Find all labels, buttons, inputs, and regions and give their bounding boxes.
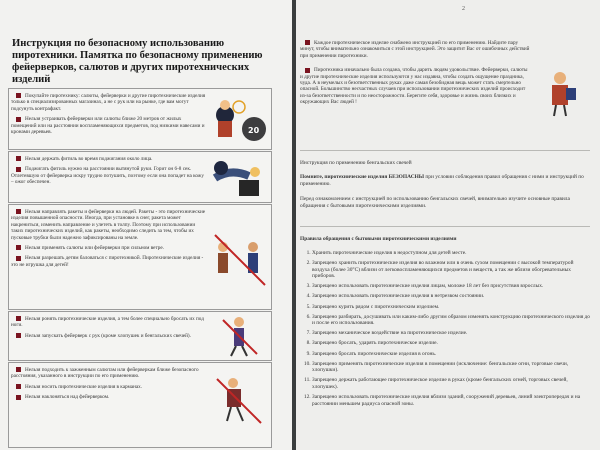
person-with-fireworks-illustration xyxy=(540,68,584,118)
rule-item xyxy=(11,316,206,329)
bullet-marker xyxy=(16,384,21,389)
rule-item xyxy=(11,209,206,241)
rule-frame-5 xyxy=(8,362,272,448)
rule-item xyxy=(11,394,206,400)
divider xyxy=(300,150,590,151)
sparkler-section-title: Инструкция по применению бенгальских свечей xyxy=(300,160,412,166)
rule-text: Нельзя применять салюты или фейерверки при сильном ветре. xyxy=(25,245,164,252)
bullet-marker xyxy=(305,40,310,45)
fuse-lighting-illustration xyxy=(209,154,269,200)
rule-text: Нельзя ронять пиротехнические изделия, а тем более специально бросать их под ноги. xyxy=(11,316,204,329)
bullet-marker xyxy=(16,316,21,321)
rule-frame-3 xyxy=(8,204,272,310)
left-page xyxy=(0,0,292,450)
rule-item xyxy=(11,255,206,268)
divider xyxy=(300,226,590,227)
rules-list xyxy=(300,250,590,407)
bullet-marker xyxy=(16,167,21,172)
safety-bold-text: Помните, пиротехнические изделия БЕЗОПАСНЫ xyxy=(300,174,425,180)
rule-list-item: 10. Запрещено применять пиротехнические изделия в помещении (исключение: бенгальские огни, торговые свечи, хлопушки). xyxy=(312,361,590,374)
rule-list-item: 1. Хранить пиротехнические изделия в недоступном для детей месте. xyxy=(312,250,590,257)
bullet-marker xyxy=(305,68,310,73)
rule-item xyxy=(11,333,206,339)
rule-text: Нельзя подходить к зажженным салютам или фейерверкам ближе безопасного расстояния, указанного в инструкции по его применению. xyxy=(11,367,199,380)
rule-item xyxy=(300,67,530,105)
rule-text: Нельзя направлять ракеты и фейерверки на людей. Ракеты - это пиротехнические изделия повышенной опасности. Иногда, при установке в снег, ракета может накрениться, изменить направление и улететь в толпу. Поэтому при использовании таких пиротехнических изделий, как ракеты, необходимо следить за тем, чтобы их пусковые трубки были надежно зафиксированы на земле. xyxy=(11,209,206,241)
fireworks-man-illustration xyxy=(209,93,269,145)
rule-text: Поджигать фитиль нужно на расстоянии вытянутой руки. Горит он 6-8 сек. Отлетевшую от фейерверка искру трудно потушить, поэтому если она попадет на кожу – ожог обеспечен. xyxy=(11,166,204,186)
rule-item xyxy=(11,384,206,390)
rule-text: Пиротехника изначально была создана, чтобы дарить людям удовольствие. Фейерверки, салюты и другие пиротехнические изделия используются у нас издавна, чтобы создать ощущение праздника, чуда. А в неумелых и безответственных руках даже самая безобидная вещь может стать смертельно опасной. Большинство несчастных случаев при использовании пиротехнических изделий происходит из-за безответственности и по неосторожности. Берегите себя, здоровье и жизнь своих близких и окружающих Вас людей ! xyxy=(300,67,528,106)
rule-list-item: 4. Запрещено использовать пиротехнические изделия в нетрезвом состоянии. xyxy=(312,293,590,300)
rule-list-item: 9. Запрещено бросать пиротехнические изделия в огонь. xyxy=(312,351,590,358)
rule-list-item: 2. Запрещено хранить пиротехнические изделия во влажном или в очень сухом помещении с высокой температурой воздуха (более 30°С) вблизи от легковоспламеняющихся предметов и веществ, а так же вблизи обогревательных приборов. xyxy=(312,260,590,280)
page-number: 2 xyxy=(462,6,465,12)
rule-list-item: 3. Запрещено использовать пиротехнические изделия лицам, моложе 18 лет без присутствия взрослых. xyxy=(312,283,590,290)
bullet-marker xyxy=(16,117,21,122)
rule-frame-2 xyxy=(8,151,272,203)
rule-list-item: 12. Запрещено использовать пиротехнические изделия вблизи зданий, сооружений деревьев, линий электропередач и на расстоянии меньшем радиуса опасной зоны. xyxy=(312,394,590,407)
rule-item xyxy=(11,166,206,185)
rule-item xyxy=(11,367,206,380)
bullet-marker xyxy=(16,367,21,372)
rule-text: Нельзя запускать фейерверк с рук (кроме хлопушек и бенгальских свечей). xyxy=(25,332,191,339)
rule-text: Нельзя наклоняться над фейерверком. xyxy=(25,394,110,401)
bullet-marker xyxy=(16,395,21,400)
rule-text: Каждое пиротехническое изделие снабжено инструкцией по его применению. Найдите пару минут, чтобы внимательно ознакомиться с этой инструкцией. Это защитит Вас от ошибочных действий при применении пиротехники. xyxy=(300,40,530,59)
rule-item xyxy=(11,116,206,135)
rule-list-item: 6. Запрещено разбирать, досушивать или каким-либо другим образом изменять конструкцию пиротехнического изделия до и после его использования. xyxy=(312,314,590,327)
rule-text: Нельзя носить пиротехнические изделия в карманах. xyxy=(25,383,143,390)
rule-text: Нельзя держать фитиль во время поджигания около лица. xyxy=(25,156,153,162)
rule-text: Нельзя устраивать фейерверки или салюты ближе 20 метров от жилых помещений или на расстоянии воспламеняющихся предметов, под низкими навесами и кронами деревьев. xyxy=(11,116,205,136)
bullet-marker xyxy=(16,333,21,338)
bullet-marker xyxy=(16,245,21,250)
rules-list-wrapper xyxy=(300,250,590,411)
bullet-marker xyxy=(16,256,21,261)
rule-frame-4 xyxy=(8,311,272,361)
leaning-over-firework-illustration xyxy=(209,371,269,427)
distance-badge: 20 xyxy=(248,126,260,135)
rule-item xyxy=(11,245,206,251)
rule-list-item: 7. Запрещено механическое воздействие на пиротехническое изделие. xyxy=(312,330,590,337)
bullet-marker xyxy=(16,156,21,161)
safety-text: при условии соблюдения правил обращения с ними и инструкций по применению. xyxy=(300,174,584,187)
safety-paragraph-1 xyxy=(300,174,590,188)
rules-title: Правила обращения с бытовыми пиротехническими изделиями xyxy=(300,236,457,242)
rule-item xyxy=(11,156,206,162)
rocket-at-people-illustration xyxy=(209,229,271,289)
safety-paragraph-2: Перед ознакомлением с инструкцией по использованию бенгальских свечей, внимательно изучите основные правила обращения с бытовыми пиротехническими изделиями. xyxy=(300,196,570,209)
rule-item xyxy=(11,93,206,112)
bullet-marker xyxy=(16,93,21,98)
rule-list-item: 8. Запрещено бросать, ударять пиротехническое изделие. xyxy=(312,340,590,347)
right-top-notes xyxy=(300,40,530,110)
rule-item xyxy=(300,40,530,59)
rule-list-item: 11. Запрещено держать работающее пиротехническое изделие в руках (кроме бенгальских огней, торговых свечей, хлопушек). xyxy=(312,377,590,390)
rule-text: Покупайте пиротехнику: салюты, фейерверки и другие пиротехнические изделия только в специализированных магазинах, а не с рук или на рынке, где вам могут подсунуть контрафакт. xyxy=(11,93,206,112)
rule-text: Нельзя разрешать детям баловаться с пиротехникой. Пиротехнические изделия - это не игрушка для детей! xyxy=(11,255,204,268)
throwing-firecracker-illustration xyxy=(209,314,269,358)
rule-frame-1 xyxy=(8,88,272,150)
rule-list-item: 5. Запрещено курить рядом с пиротехническим изделием. xyxy=(312,304,590,311)
document-title: Инструкция по безопасному использованию пиротехники. Памятка по безопасному применению фейерверков, салютов и других пиротехнических изделий xyxy=(12,38,263,85)
bullet-marker xyxy=(16,209,21,214)
